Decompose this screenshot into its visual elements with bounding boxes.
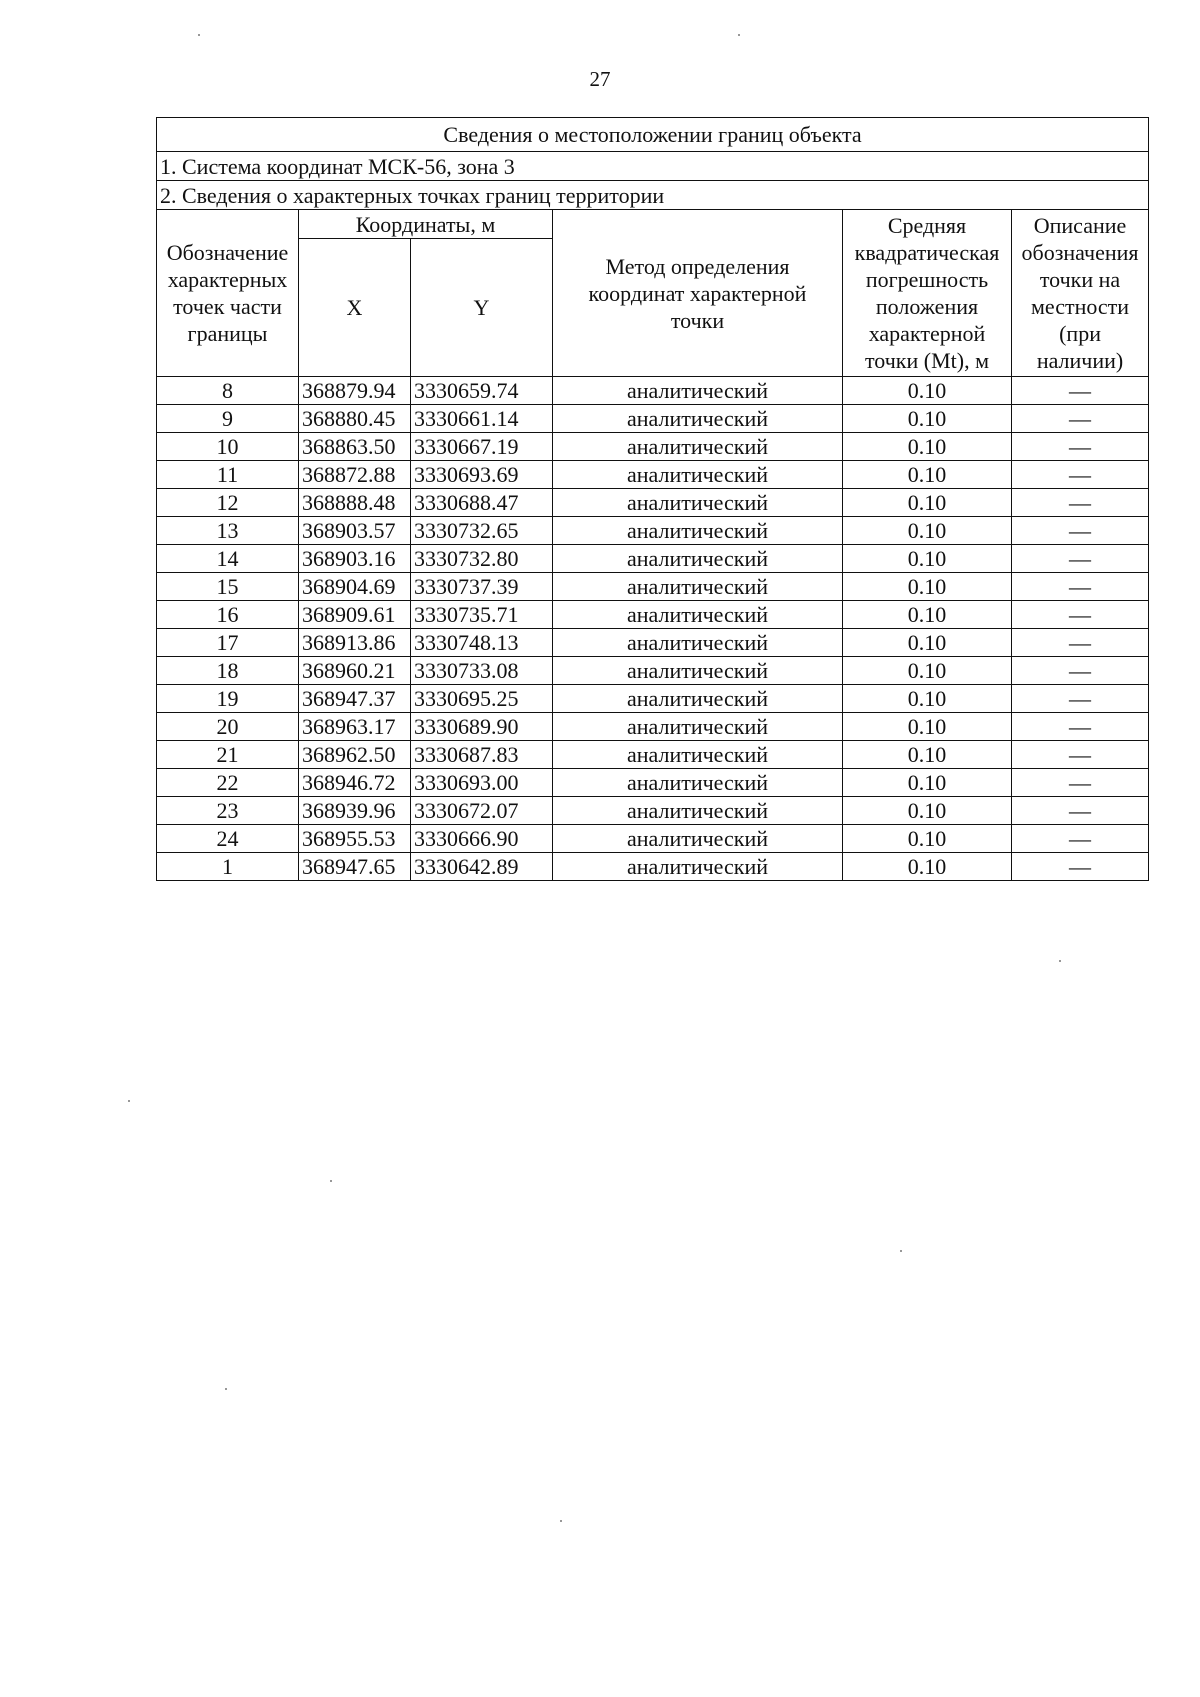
cell-method: аналитический — [553, 377, 843, 405]
cell-description: — — [1012, 629, 1149, 657]
table-row — [157, 797, 1149, 825]
table-row — [157, 461, 1149, 489]
cell-mt: 0.10 — [843, 713, 1012, 741]
cell-y: 3330667.19 — [411, 433, 553, 461]
cell-x: 368960.21 — [299, 657, 411, 685]
table-title: Сведения о местоположении границ объекта — [157, 118, 1149, 152]
table-row — [157, 517, 1149, 545]
table-body — [157, 377, 1149, 881]
cell-mt: 0.10 — [843, 657, 1012, 685]
cell-method: аналитический — [553, 489, 843, 517]
table-row — [157, 825, 1149, 853]
cell-method: аналитический — [553, 433, 843, 461]
cell-mt: 0.10 — [843, 601, 1012, 629]
table-row — [157, 853, 1149, 881]
cell-mt: 0.10 — [843, 461, 1012, 489]
table-row — [157, 405, 1149, 433]
cell-description: — — [1012, 405, 1149, 433]
cell-y: 3330661.14 — [411, 405, 553, 433]
cell-x: 368963.17 — [299, 713, 411, 741]
cell-point: 19 — [157, 685, 299, 713]
cell-description: — — [1012, 545, 1149, 573]
cell-point: 17 — [157, 629, 299, 657]
cell-point: 8 — [157, 377, 299, 405]
cell-point: 24 — [157, 825, 299, 853]
cell-point: 23 — [157, 797, 299, 825]
cell-point: 9 — [157, 405, 299, 433]
cell-method: аналитический — [553, 769, 843, 797]
cell-y: 3330732.65 — [411, 517, 553, 545]
scan-speck — [738, 34, 740, 36]
table-row — [157, 685, 1149, 713]
cell-description: — — [1012, 769, 1149, 797]
scan-speck — [330, 1180, 332, 1182]
header-error: Средняя квадратическая погрешность положения характерной точки (Mt), м — [843, 210, 1012, 377]
cell-description: — — [1012, 713, 1149, 741]
cell-y: 3330687.83 — [411, 741, 553, 769]
cell-point: 18 — [157, 657, 299, 685]
header-description: Описание обозначения точки на местности (при наличии) — [1012, 210, 1149, 377]
cell-description: — — [1012, 685, 1149, 713]
table-title-row — [157, 118, 1149, 152]
cell-method: аналитический — [553, 685, 843, 713]
cell-y: 3330737.39 — [411, 573, 553, 601]
cell-method: аналитический — [553, 657, 843, 685]
cell-mt: 0.10 — [843, 377, 1012, 405]
cell-point: 13 — [157, 517, 299, 545]
cell-y: 3330733.08 — [411, 657, 553, 685]
cell-x: 368880.45 — [299, 405, 411, 433]
cell-mt: 0.10 — [843, 685, 1012, 713]
cell-description: — — [1012, 601, 1149, 629]
cell-method: аналитический — [553, 517, 843, 545]
cell-y: 3330642.89 — [411, 853, 553, 881]
cell-description: — — [1012, 433, 1149, 461]
cell-point: 22 — [157, 769, 299, 797]
cell-x: 368947.65 — [299, 853, 411, 881]
cell-mt: 0.10 — [843, 573, 1012, 601]
cell-y: 3330693.69 — [411, 461, 553, 489]
cell-y: 3330735.71 — [411, 601, 553, 629]
section-row — [157, 181, 1149, 210]
section-title: 2. Сведения о характерных точках границ территории — [157, 181, 1149, 210]
cell-x: 368888.48 — [299, 489, 411, 517]
cell-mt: 0.10 — [843, 769, 1012, 797]
table-row — [157, 713, 1149, 741]
scan-speck — [900, 1250, 902, 1252]
scan-speck — [128, 1100, 130, 1102]
cell-method: аналитический — [553, 629, 843, 657]
table-row — [157, 377, 1149, 405]
cell-mt: 0.10 — [843, 797, 1012, 825]
cell-mt: 0.10 — [843, 433, 1012, 461]
header-x: X — [299, 239, 411, 377]
cell-x: 368903.57 — [299, 517, 411, 545]
cell-point: 12 — [157, 489, 299, 517]
cell-point: 14 — [157, 545, 299, 573]
cell-point: 20 — [157, 713, 299, 741]
cell-mt: 0.10 — [843, 517, 1012, 545]
cell-x: 368947.37 — [299, 685, 411, 713]
table-row — [157, 545, 1149, 573]
header-designation: Обозначение характерных точек части границы — [157, 210, 299, 377]
table-row — [157, 433, 1149, 461]
cell-method: аналитический — [553, 853, 843, 881]
coord-system: 1. Система координат МСК-56, зона 3 — [157, 152, 1149, 181]
cell-description: — — [1012, 797, 1149, 825]
table-row — [157, 489, 1149, 517]
cell-description: — — [1012, 825, 1149, 853]
scan-speck — [1059, 960, 1061, 962]
cell-method: аналитический — [553, 405, 843, 433]
cell-point: 15 — [157, 573, 299, 601]
header-method: Метод определения координат характерной точки — [553, 210, 843, 377]
cell-x: 368909.61 — [299, 601, 411, 629]
cell-point: 16 — [157, 601, 299, 629]
cell-y: 3330672.07 — [411, 797, 553, 825]
cell-x: 368872.88 — [299, 461, 411, 489]
cell-mt: 0.10 — [843, 741, 1012, 769]
cell-method: аналитический — [553, 601, 843, 629]
header-y: Y — [411, 239, 553, 377]
cell-y: 3330666.90 — [411, 825, 553, 853]
cell-method: аналитический — [553, 825, 843, 853]
cell-mt: 0.10 — [843, 405, 1012, 433]
cell-point: 1 — [157, 853, 299, 881]
cell-point: 10 — [157, 433, 299, 461]
cell-y: 3330693.00 — [411, 769, 553, 797]
cell-description: — — [1012, 377, 1149, 405]
cell-method: аналитический — [553, 545, 843, 573]
cell-y: 3330748.13 — [411, 629, 553, 657]
cell-method: аналитический — [553, 713, 843, 741]
cell-method: аналитический — [553, 741, 843, 769]
boundary-points-table — [156, 117, 1149, 881]
cell-x: 368939.96 — [299, 797, 411, 825]
cell-mt: 0.10 — [843, 825, 1012, 853]
cell-description: — — [1012, 461, 1149, 489]
cell-description: — — [1012, 657, 1149, 685]
cell-description: — — [1012, 489, 1149, 517]
cell-point: 21 — [157, 741, 299, 769]
cell-y: 3330688.47 — [411, 489, 553, 517]
cell-description: — — [1012, 741, 1149, 769]
cell-y: 3330659.74 — [411, 377, 553, 405]
cell-x: 368903.16 — [299, 545, 411, 573]
cell-x: 368962.50 — [299, 741, 411, 769]
cell-y: 3330732.80 — [411, 545, 553, 573]
header-coordinates: Координаты, м — [299, 210, 553, 239]
coord-system-row — [157, 152, 1149, 181]
cell-x: 368946.72 — [299, 769, 411, 797]
cell-y: 3330689.90 — [411, 713, 553, 741]
cell-x: 368879.94 — [299, 377, 411, 405]
cell-x: 368913.86 — [299, 629, 411, 657]
cell-y: 3330695.25 — [411, 685, 553, 713]
scan-speck — [560, 1520, 562, 1522]
cell-description: — — [1012, 853, 1149, 881]
cell-method: аналитический — [553, 573, 843, 601]
table-row — [157, 601, 1149, 629]
cell-description: — — [1012, 517, 1149, 545]
cell-method: аналитический — [553, 797, 843, 825]
table-row — [157, 741, 1149, 769]
page-number: 27 — [589, 67, 611, 91]
table-row — [157, 657, 1149, 685]
cell-mt: 0.10 — [843, 489, 1012, 517]
header-row-1 — [157, 210, 1149, 239]
cell-mt: 0.10 — [843, 629, 1012, 657]
cell-mt: 0.10 — [843, 853, 1012, 881]
cell-x: 368863.50 — [299, 433, 411, 461]
table-row — [157, 573, 1149, 601]
scan-speck — [198, 34, 200, 36]
cell-mt: 0.10 — [843, 545, 1012, 573]
cell-x: 368955.53 — [299, 825, 411, 853]
cell-description: — — [1012, 573, 1149, 601]
cell-method: аналитический — [553, 461, 843, 489]
cell-point: 11 — [157, 461, 299, 489]
table-row — [157, 629, 1149, 657]
cell-x: 368904.69 — [299, 573, 411, 601]
table-row — [157, 769, 1149, 797]
scan-speck — [225, 1388, 227, 1390]
